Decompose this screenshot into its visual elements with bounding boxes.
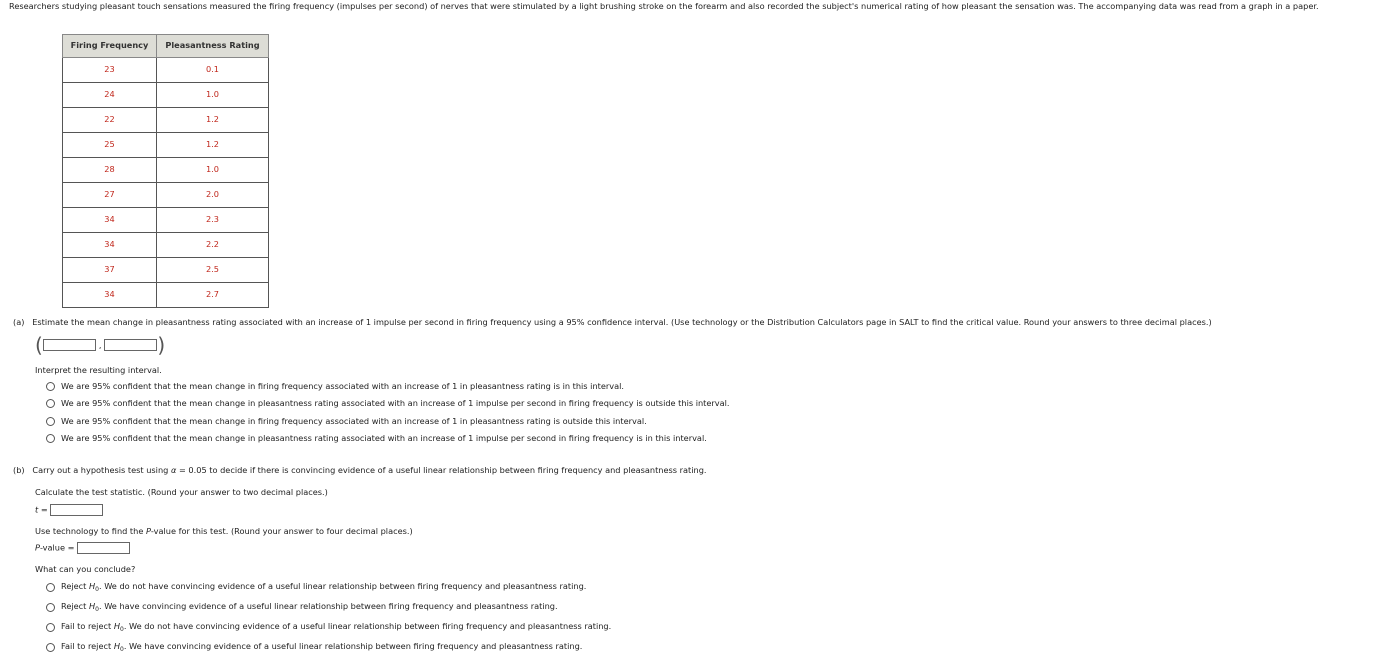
t-statistic-input[interactable]: [50, 504, 103, 516]
p-value-label: -value =: [39, 542, 78, 553]
conclusion-option-2[interactable]: [46, 601, 558, 614]
table-row: [63, 58, 269, 83]
alpha-symbol: α: [170, 465, 177, 475]
interpret-option-4[interactable]: [46, 433, 707, 444]
ci-lower-bound-input[interactable]: [43, 339, 96, 351]
table-row: [63, 208, 269, 233]
interpret-option-3[interactable]: [46, 416, 647, 427]
conclusion-option-4[interactable]: [46, 641, 582, 654]
table-header-row: [63, 35, 269, 58]
interpret-option-1[interactable]: [46, 381, 624, 392]
conclusion-option-3[interactable]: [46, 621, 611, 634]
option-label: We are 95% confident that the mean change in pleasantness rating associated with an increase of 1 impulse per second in firing frequency is outside this interval.: [61, 398, 730, 408]
cell-pleasantness-rating: 1.2: [157, 133, 269, 158]
cell-pleasantness-rating: 1.2: [157, 108, 269, 133]
confidence-interval-input-group: [35, 335, 165, 355]
table-row: [63, 283, 269, 308]
cell-firing-frequency: 24: [63, 83, 157, 108]
p-value-input[interactable]: [77, 542, 130, 554]
cell-pleasantness-rating: 1.0: [157, 83, 269, 108]
part-a-label: (a): [13, 317, 25, 327]
table-row: [63, 233, 269, 258]
radio-button[interactable]: [46, 623, 55, 632]
cell-pleasantness-rating: 2.2: [157, 233, 269, 258]
option-label: We are 95% confident that the mean change in pleasantness rating associated with an increase of 1 impulse per second in firing frequency is in this interval.: [61, 433, 707, 443]
radio-button[interactable]: [46, 382, 55, 391]
part-b-label: (b): [13, 465, 25, 475]
t-statistic-row: [35, 504, 103, 516]
radio-button[interactable]: [46, 643, 55, 652]
cell-firing-frequency: 34: [63, 283, 157, 308]
radio-button[interactable]: [46, 399, 55, 408]
p-value-row: [35, 542, 130, 554]
column-header-pleasantness-rating: Pleasantness Rating: [157, 35, 269, 58]
p-value-label-italic: P: [35, 542, 40, 553]
option-label: We are 95% confident that the mean change in firing frequency associated with an increase of 1 in pleasantness rating is outside this interval.: [61, 416, 647, 426]
cell-firing-frequency: 23: [63, 58, 157, 83]
cell-firing-frequency: 34: [63, 233, 157, 258]
option-label: We are 95% confident that the mean change in firing frequency associated with an increase of 1 in pleasantness rating is in this interval.: [61, 381, 624, 391]
cell-firing-frequency: 34: [63, 208, 157, 233]
t-equals: =: [38, 504, 51, 515]
table-row: [63, 108, 269, 133]
option-label: Reject $H_0$. We have convincing evidence of a useful linear relationship between firing frequency and pleasantness rating.: [61, 601, 558, 613]
option-label: Fail to reject $H_0$. We do not have convincing evidence of a useful linear relationship between firing frequency and pleasantness rating.: [61, 621, 612, 633]
interval-separator: ,: [98, 339, 102, 350]
table-row: [63, 258, 269, 283]
p-value-prompt-pre: Use technology to find the: [35, 526, 146, 536]
test-statistic-prompt: Calculate the test statistic. (Round your answer to two decimal places.): [35, 487, 328, 497]
table-row: [63, 133, 269, 158]
cell-firing-frequency: 28: [63, 158, 157, 183]
part-b-text-post: = 0.05 to decide if there is convincing evidence of a useful linear relationship between firing frequency and pleasantness rating.: [176, 465, 707, 475]
radio-button[interactable]: [46, 417, 55, 426]
option-label: Reject $H_0$. We do not have convincing evidence of a useful linear relationship between firing frequency and pleasantness rating.: [61, 581, 587, 593]
problem-intro: Researchers studying pleasant touch sensations measured the firing frequency (impulses per second) of nerves that were stimulated by a light brushing stroke on the forearm and also recorded the subject's numerical rating of how pleasant the sensation was. The accompanying data was read from a graph in a paper.: [9, 1, 1319, 11]
data-table: [62, 34, 269, 308]
conclusion-option-1[interactable]: [46, 581, 586, 594]
table-row: [63, 83, 269, 108]
close-paren: ): [157, 333, 166, 357]
p-value-prompt-post: -value for this test. (Round your answer to four decimal places.): [150, 526, 413, 536]
conclude-prompt: What can you conclude?: [35, 564, 136, 574]
radio-button[interactable]: [46, 583, 55, 592]
p-value-prompt: [35, 526, 413, 537]
open-paren: (: [35, 333, 43, 357]
cell-firing-frequency: 37: [63, 258, 157, 283]
table-row: [63, 158, 269, 183]
part-b-question: [13, 465, 707, 476]
ci-upper-bound-input[interactable]: [104, 339, 157, 351]
t-label: t: [35, 504, 39, 515]
table-row: [63, 183, 269, 208]
cell-pleasantness-rating: 1.0: [157, 158, 269, 183]
column-header-firing-frequency: Firing Frequency: [63, 35, 157, 58]
part-a-text: Estimate the mean change in pleasantness rating associated with an increase of 1 impulse per second in firing frequency using a 95% confidence interval. (Use technology or the Distribution Calculators page in SALT to find the critical value. Round your answers to three decimal places.): [32, 317, 1212, 327]
p-italic: P: [145, 526, 151, 536]
cell-pleasantness-rating: 2.5: [157, 258, 269, 283]
cell-pleasantness-rating: 0.1: [157, 58, 269, 83]
cell-firing-frequency: 22: [63, 108, 157, 133]
radio-button[interactable]: [46, 434, 55, 443]
cell-pleasantness-rating: 2.0: [157, 183, 269, 208]
cell-firing-frequency: 25: [63, 133, 157, 158]
part-b-text-pre: Carry out a hypothesis test using: [32, 465, 171, 475]
interpret-prompt: Interpret the resulting interval.: [35, 365, 162, 375]
interpret-option-2[interactable]: [46, 398, 730, 409]
option-label: Fail to reject $H_0$. We have convincing evidence of a useful linear relationship between firing frequency and pleasantness rating.: [61, 641, 583, 653]
radio-button[interactable]: [46, 603, 55, 612]
cell-firing-frequency: 27: [63, 183, 157, 208]
cell-pleasantness-rating: 2.3: [157, 208, 269, 233]
part-a-question: [13, 317, 1212, 328]
cell-pleasantness-rating: 2.7: [157, 283, 269, 308]
